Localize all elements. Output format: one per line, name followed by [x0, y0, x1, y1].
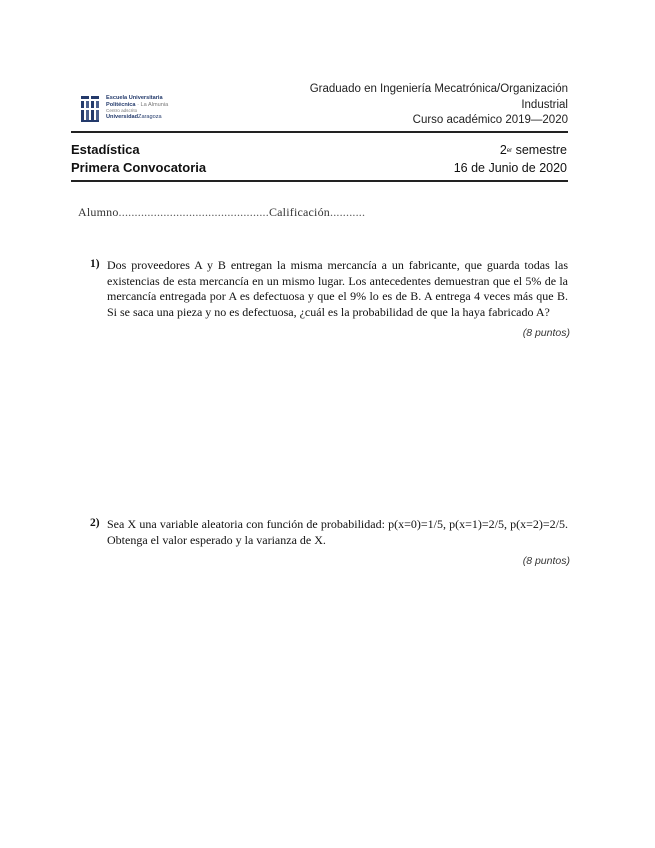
header-divider-top	[71, 131, 568, 133]
question-points: (8 puntos)	[522, 327, 570, 339]
exam-date: 16 de Junio de 2020	[453, 161, 567, 175]
student-fields	[78, 205, 568, 220]
question-2	[90, 517, 570, 567]
student-label: Alumno	[78, 205, 119, 219]
university-logo-text: Escuela Universitaria Politécnica · La Almunia Centro adscrito UniversidadZaragoza	[106, 95, 169, 120]
program-name-cont: Industrial	[521, 98, 568, 111]
question-1	[90, 258, 570, 339]
question-number: 2)	[90, 517, 100, 529]
exam-meta	[454, 141, 567, 177]
university-logo	[80, 95, 180, 125]
exam-title	[71, 141, 206, 177]
university-crest-icon	[80, 95, 100, 123]
question-points: (8 puntos)	[522, 555, 570, 567]
program-name: Graduado en Ingeniería Mecatrónica/Organización	[309, 83, 568, 95]
grade-line: ...........	[330, 205, 366, 219]
exam-call: Primera Convocatoria	[71, 160, 207, 175]
question-text: Dos proveedores A y B entregan la misma mercancía a un fabricante, que guarda todas las existencias de esta mercancía en un mismo lugar. Los antecedentes demuestran que el 5% de la mercancía entregada por A es defectuosa y que el 9% lo es de B. A entrega 4 veces más que B. Si se saca una pieza y no es defectuosa, ¿cuál es la probabilidad de que la haya fabricado A?	[107, 258, 568, 319]
program-info	[310, 82, 568, 129]
header-divider-bottom	[71, 180, 568, 182]
student-name-line: ...............................................	[118, 205, 269, 219]
semester: 2er semestre	[499, 143, 567, 157]
subject-name: Estadística	[71, 142, 140, 157]
academic-year: Curso académico 2019—2020	[412, 114, 568, 126]
grade-label: Calificación	[268, 205, 330, 219]
question-number: 1)	[90, 258, 100, 270]
question-text: Sea X una variable aleatoria con función de probabilidad: p(x=0)=1/5, p(x=1)=2/5, p(x=2)=2/5. Obtenga el valor esperado y la varianza de X.	[107, 517, 568, 547]
